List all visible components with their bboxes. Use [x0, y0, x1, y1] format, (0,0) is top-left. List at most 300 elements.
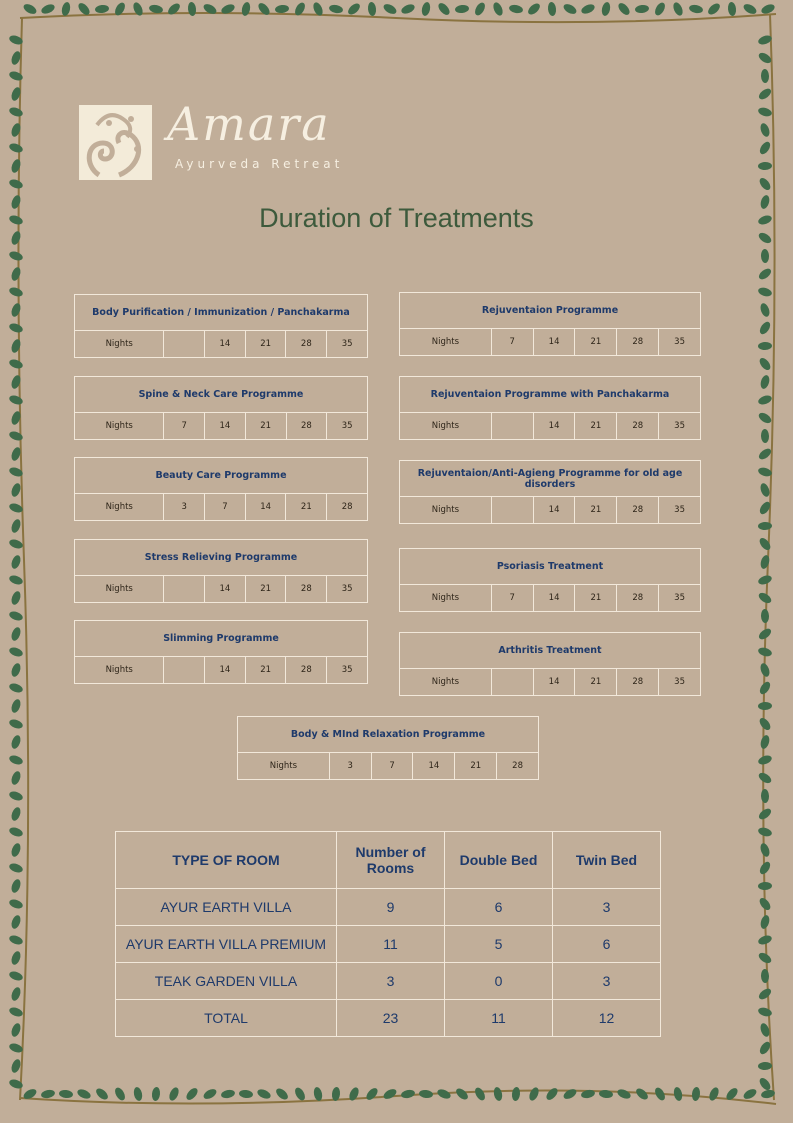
leaf-icon [8, 574, 24, 586]
page-title: Duration of Treatments [259, 203, 534, 233]
rooms-header-double: Double Bed [445, 832, 553, 889]
nights-cell: 14 [205, 576, 246, 603]
leaf-icon [761, 789, 769, 803]
programme-title: Psoriasis Treatment [400, 549, 701, 585]
leaf-icon [691, 1087, 700, 1102]
leaf-icon [653, 1086, 667, 1102]
leaf-icon [148, 4, 163, 15]
leaf-icon [757, 106, 773, 118]
leaf-icon [10, 662, 22, 678]
double-bed-count: 5 [445, 926, 553, 963]
nights-cell: 28 [617, 669, 659, 696]
leaf-icon [757, 1006, 773, 1018]
leaf-icon [10, 338, 22, 354]
nights-cell: 35 [327, 331, 368, 358]
leaf-icon [40, 2, 56, 15]
nights-cell: 7 [371, 753, 413, 780]
leaf-icon [419, 1089, 434, 1098]
leaf-icon [760, 2, 776, 15]
leaf-icon [580, 1089, 595, 1100]
nights-cell: 3 [164, 494, 205, 521]
brand-logo [79, 97, 359, 185]
leaf-icon [635, 4, 650, 13]
nights-cell: 35 [659, 329, 701, 356]
nights-cell: 14 [205, 413, 246, 440]
leaf-icon [346, 1, 362, 16]
leaf-icon [10, 554, 22, 570]
leaf-icon [742, 1087, 758, 1101]
leaf-icon [8, 466, 24, 478]
programme-title: Body Purification / Immunization / Panchakarma [75, 295, 368, 331]
leaf-icon [601, 1, 612, 16]
nights-cell: 7 [491, 329, 533, 356]
nights-label: Nights [75, 657, 164, 684]
nights-cell: 28 [617, 329, 659, 356]
leaf-icon [757, 34, 773, 46]
leaf-icon [759, 734, 771, 750]
leaf-icon [256, 1, 271, 17]
leaf-icon [10, 158, 22, 174]
leaf-icon [757, 51, 773, 65]
room-count: 23 [337, 1000, 445, 1037]
nights-cell: 14 [245, 494, 286, 521]
leaf-icon [8, 322, 24, 334]
twin-bed-count: 6 [553, 926, 661, 963]
leaf-icon [758, 522, 772, 530]
leaf-icon [166, 1, 182, 16]
leaf-icon [328, 4, 343, 15]
leaf-icon [8, 1078, 24, 1090]
leaf-icon [562, 2, 578, 16]
programme-table [74, 294, 368, 358]
leaf-icon [10, 806, 22, 822]
leaf-icon [220, 1089, 235, 1100]
nights-cell: 7 [205, 494, 246, 521]
programme-table [399, 460, 701, 524]
leaf-icon [758, 702, 772, 710]
nights-cell: 14 [533, 585, 575, 612]
leaf-icon [274, 1086, 290, 1101]
leaf-icon [10, 698, 22, 714]
leaf-icon [8, 1006, 24, 1018]
nights-cell: 14 [533, 669, 575, 696]
programme-title: Spine & Neck Care Programme [75, 377, 368, 413]
leaf-icon [758, 140, 772, 156]
programme-table [74, 620, 368, 684]
leaf-icon [759, 914, 771, 930]
nights-cell [164, 657, 205, 684]
nights-label: Nights [400, 329, 492, 356]
leaf-icon [94, 1086, 110, 1101]
leaf-icon [10, 878, 22, 894]
leaf-icon [239, 1089, 254, 1098]
leaf-icon [167, 1086, 180, 1102]
programme-title: Rejuventaion Programme [400, 293, 701, 329]
leaf-icon [757, 286, 773, 298]
leaf-icon [8, 754, 24, 766]
leaf-icon [8, 1042, 24, 1054]
nights-cell: 21 [575, 329, 617, 356]
leaf-icon [634, 1086, 650, 1101]
leaf-icon [758, 1040, 772, 1056]
leaf-icon [8, 610, 24, 622]
programme-title: Stress Relieving Programme [75, 540, 368, 576]
nights-cell [491, 669, 533, 696]
leaf-icon [8, 142, 24, 154]
leaf-icon [759, 482, 771, 498]
room-count: 9 [337, 889, 445, 926]
leaf-icon [436, 1087, 452, 1100]
nights-cell: 35 [659, 413, 701, 440]
leaf-icon [8, 826, 24, 838]
nights-cell: 21 [575, 669, 617, 696]
leaf-icon [10, 446, 22, 462]
nights-cell: 35 [327, 657, 368, 684]
room-type: TOTAL [116, 1000, 337, 1037]
nights-cell: 35 [659, 669, 701, 696]
programme-table [74, 376, 368, 440]
leaf-icon [758, 896, 773, 912]
leaf-icon [436, 1, 451, 17]
leaf-icon [757, 447, 773, 462]
leaf-icon [187, 2, 196, 17]
nights-cell: 21 [245, 413, 286, 440]
leaf-icon [8, 70, 24, 82]
programme-table [399, 376, 701, 440]
nights-cell: 14 [533, 329, 575, 356]
leaf-icon [724, 1086, 739, 1102]
leaf-icon [758, 1062, 772, 1070]
leaf-icon [10, 122, 22, 138]
programme-title: Beauty Care Programme [75, 458, 368, 494]
twin-bed-count: 12 [553, 1000, 661, 1037]
leaf-icon [40, 1089, 55, 1100]
leaf-icon [61, 1, 72, 16]
swirl-emblem-icon [79, 105, 152, 180]
leaf-icon [758, 680, 772, 696]
nights-cell: 21 [286, 494, 327, 521]
leaf-icon [8, 502, 24, 514]
programme-table [399, 292, 701, 356]
programme-table [74, 539, 368, 603]
leaf-icon [562, 1087, 578, 1101]
leaf-icon [758, 342, 772, 350]
leaf-icon [757, 267, 773, 282]
leaf-icon [653, 1, 667, 17]
leaf-icon [8, 646, 24, 658]
leaf-icon [671, 1, 684, 17]
leaf-icon [8, 718, 24, 730]
leaf-icon [758, 320, 772, 336]
leaf-icon [616, 1, 631, 17]
leaf-icon [761, 249, 769, 263]
leaf-icon [757, 754, 773, 766]
nights-cell: 28 [286, 413, 327, 440]
leaf-icon [10, 86, 22, 102]
table-row [116, 889, 661, 926]
nights-cell: 14 [205, 657, 246, 684]
leaf-icon [455, 4, 470, 13]
programme-table [399, 548, 701, 612]
room-count: 3 [337, 963, 445, 1000]
leaf-icon [761, 969, 769, 983]
logo-emblem [79, 105, 152, 180]
nights-cell [164, 331, 205, 358]
leaf-icon [8, 250, 24, 262]
leaf-icon [526, 1, 542, 16]
leaf-icon [133, 1086, 144, 1101]
leaf-icon [293, 1, 307, 17]
leaf-icon [22, 2, 38, 16]
leaf-icon [76, 1, 91, 17]
nights-cell: 21 [245, 657, 286, 684]
leaf-icon [131, 1, 144, 17]
table-row [116, 926, 661, 963]
leaf-icon [8, 358, 24, 370]
nights-cell: 14 [533, 413, 575, 440]
nights-label: Nights [400, 497, 492, 524]
leaf-icon [400, 1089, 415, 1100]
nights-cell: 28 [286, 576, 327, 603]
nights-cell: 21 [575, 585, 617, 612]
leaf-icon [184, 1086, 199, 1102]
leaf-icon [10, 482, 22, 498]
leaf-icon [113, 1, 127, 17]
double-bed-count: 0 [445, 963, 553, 1000]
nights-cell: 21 [575, 497, 617, 524]
rooms-header-count: Number of Rooms [337, 832, 445, 889]
leaf-icon [10, 1058, 22, 1074]
leaf-icon [758, 882, 772, 890]
double-bed-count: 6 [445, 889, 553, 926]
programme-title: Rejuventaion/Anti-Agieng Programme for old age disorders [400, 461, 701, 497]
leaf-icon [10, 590, 22, 606]
nights-cell: 3 [329, 753, 371, 780]
leaf-icon [761, 609, 769, 623]
leaf-icon [757, 826, 773, 838]
leaf-icon [758, 162, 772, 170]
leaf-icon [757, 646, 773, 658]
leaf-icon [580, 2, 596, 15]
programme-title: Rejuventaion Programme with Panchakarma [400, 377, 701, 413]
nights-cell: 14 [533, 497, 575, 524]
nights-cell: 28 [286, 331, 327, 358]
leaf-icon [547, 2, 556, 17]
leaf-icon [454, 1086, 470, 1101]
nights-cell [491, 413, 533, 440]
nights-label: Nights [400, 413, 492, 440]
leaf-icon [8, 34, 24, 46]
nights-cell: 35 [659, 585, 701, 612]
leaf-icon [707, 1086, 720, 1102]
leaf-icon [8, 898, 24, 910]
leaf-icon [761, 429, 769, 443]
leaf-icon [508, 4, 523, 15]
leaf-icon [758, 356, 773, 372]
room-type: AYUR EARTH VILLA PREMIUM [116, 926, 337, 963]
leaf-icon [10, 914, 22, 930]
programme-table [74, 457, 368, 521]
leaf-icon [59, 1089, 74, 1098]
nights-cell [164, 576, 205, 603]
leaf-icon [382, 2, 398, 16]
room-types-table [115, 831, 661, 1037]
brand-name: Amara [167, 97, 331, 151]
twin-bed-count: 3 [553, 963, 661, 1000]
leaf-icon [311, 1, 324, 17]
leaf-icon [10, 518, 22, 534]
leaf-icon [758, 536, 773, 552]
leaf-icon [757, 807, 773, 822]
leaf-icon [759, 842, 771, 858]
leaf-icon [8, 286, 24, 298]
leaf-icon [758, 860, 772, 876]
leaf-icon [511, 1087, 520, 1102]
leaf-icon [616, 1087, 632, 1100]
leaf-icon [8, 106, 24, 118]
leaf-icon [757, 591, 773, 605]
nights-cell: 35 [327, 576, 368, 603]
leaf-icon [10, 266, 22, 282]
leaf-icon [8, 682, 24, 694]
programme-table [237, 716, 539, 780]
programme-table [399, 632, 701, 696]
nights-label: Nights [75, 331, 164, 358]
table-row [116, 1000, 661, 1037]
leaf-icon [759, 122, 771, 138]
leaf-icon [759, 302, 771, 318]
leaf-icon [202, 2, 218, 16]
leaf-icon [241, 1, 252, 16]
programme-title: Body & MInd Relaxation Programme [238, 717, 539, 753]
leaf-icon [400, 2, 416, 15]
nights-cell: 28 [617, 497, 659, 524]
leaf-icon [10, 950, 22, 966]
leaf-icon [758, 176, 773, 192]
nights-cell [491, 497, 533, 524]
leaf-icon [758, 500, 772, 516]
leaf-icon [760, 1089, 775, 1100]
leaf-icon [757, 87, 773, 102]
leaf-icon [688, 4, 703, 15]
leaf-icon [473, 1086, 487, 1102]
programme-title: Arthritis Treatment [400, 633, 701, 669]
leaf-icon [8, 862, 24, 874]
leaf-icon [421, 1, 432, 16]
leaf-icon [10, 842, 22, 858]
nights-label: Nights [75, 576, 164, 603]
nights-cell: 28 [286, 657, 327, 684]
leaf-icon [759, 554, 771, 570]
leaf-icon [10, 1022, 22, 1038]
nights-cell: 21 [245, 576, 286, 603]
leaf-icon [76, 1087, 92, 1100]
leaf-icon [758, 716, 773, 732]
leaf-icon [759, 374, 771, 390]
nights-cell: 14 [413, 753, 455, 780]
nights-cell: 14 [205, 331, 246, 358]
leaf-icon [706, 1, 722, 16]
leaf-icon [757, 627, 773, 642]
nights-cell: 28 [617, 585, 659, 612]
nights-label: Nights [75, 413, 164, 440]
table-row [116, 963, 661, 1000]
leaf-icon [10, 626, 22, 642]
leaf-icon [742, 2, 758, 16]
leaf-icon [95, 4, 110, 13]
leaf-icon [491, 1, 504, 17]
nights-cell: 35 [327, 413, 368, 440]
leaf-icon [8, 934, 24, 946]
leaf-icon [527, 1086, 540, 1102]
leaf-icon [10, 770, 22, 786]
leaf-icon [757, 934, 773, 946]
double-bed-count: 11 [445, 1000, 553, 1037]
leaf-icon [256, 1087, 272, 1100]
room-type: TEAK GARDEN VILLA [116, 963, 337, 1000]
leaf-icon [599, 1089, 614, 1098]
leaf-icon [8, 394, 24, 406]
leaf-icon [673, 1086, 684, 1101]
leaf-icon [8, 178, 24, 190]
nights-cell: 21 [455, 753, 497, 780]
leaf-icon [10, 374, 22, 390]
leaf-icon [8, 538, 24, 550]
leaf-icon [727, 2, 736, 17]
nights-label: Nights [75, 494, 164, 521]
leaf-icon [22, 1087, 38, 1101]
nights-cell: 21 [575, 413, 617, 440]
leaf-icon [759, 662, 771, 678]
room-type: AYUR EARTH VILLA [116, 889, 337, 926]
leaf-icon [544, 1086, 559, 1102]
room-count: 11 [337, 926, 445, 963]
leaf-icon [759, 1022, 771, 1038]
nights-label: Nights [238, 753, 330, 780]
nights-cell: 28 [617, 413, 659, 440]
leaf-icon [757, 466, 773, 478]
leaf-icon [367, 2, 376, 17]
twin-bed-count: 3 [553, 889, 661, 926]
leaf-icon [757, 987, 773, 1002]
leaf-icon [10, 50, 22, 66]
nights-cell: 7 [491, 585, 533, 612]
leaf-icon [757, 771, 773, 785]
nights-cell: 21 [245, 331, 286, 358]
leaf-icon [758, 1076, 773, 1092]
nights-cell: 7 [164, 413, 205, 440]
leaf-icon [347, 1086, 360, 1102]
rooms-header-twin: Twin Bed [553, 832, 661, 889]
leaf-icon [761, 69, 769, 83]
nights-label: Nights [400, 669, 492, 696]
leaf-icon [757, 574, 773, 586]
programme-title: Slimming Programme [75, 621, 368, 657]
leaf-icon [493, 1086, 504, 1101]
leaf-icon [202, 1087, 218, 1101]
rooms-header-type: TYPE OF ROOM [116, 832, 337, 889]
leaf-icon [313, 1086, 324, 1101]
nights-cell: 35 [659, 497, 701, 524]
leaf-icon [8, 790, 24, 802]
leaf-icon [757, 411, 773, 425]
leaf-icon [757, 951, 773, 965]
leaf-icon [220, 2, 236, 15]
leaf-icon [113, 1086, 127, 1102]
leaf-icon [10, 410, 22, 426]
leaf-icon [10, 986, 22, 1002]
leaf-icon [8, 970, 24, 982]
